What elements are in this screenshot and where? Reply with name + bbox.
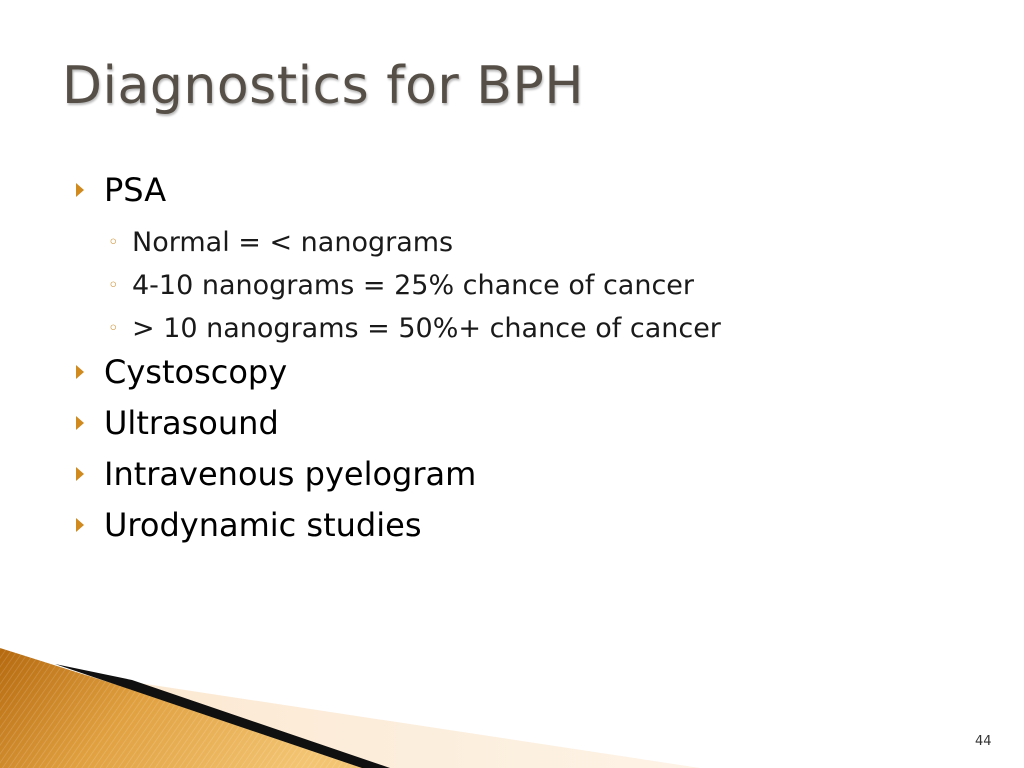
triangle-bullet-icon (76, 467, 84, 481)
ring-bullet-icon: ◦ (108, 275, 119, 296)
page-number: 44 (975, 734, 992, 749)
bullet-item (72, 170, 972, 210)
slide-title: Diagnostics for BPH (62, 56, 584, 116)
ring-bullet-icon: ◦ (108, 318, 119, 339)
bullet-item (72, 505, 972, 545)
bullet-text: Cystoscopy (104, 353, 288, 391)
sub-bullet-item (72, 221, 972, 264)
sub-bullet-text: > 10 nanograms = 50%+ chance of cancer (132, 313, 721, 344)
bullet-list (72, 170, 972, 556)
triangle-bullet-icon (76, 518, 84, 532)
bullet-text: Intravenous pyelogram (104, 455, 477, 493)
ring-bullet-icon: ◦ (108, 232, 119, 253)
bullet-item (72, 352, 972, 392)
bullet-text: PSA (104, 171, 167, 209)
sub-bullet-item (72, 307, 972, 350)
triangle-bullet-icon (76, 365, 84, 379)
bullet-item (72, 454, 972, 494)
bullet-item (72, 403, 972, 443)
sub-bullet-item (72, 264, 972, 307)
triangle-bullet-icon (76, 183, 84, 197)
decorative-corner-graphic (0, 640, 700, 768)
sub-bullet-text: Normal = < nanograms (132, 227, 454, 258)
triangle-bullet-icon (76, 416, 84, 430)
sub-bullet-list (72, 221, 972, 350)
sub-bullet-text: 4-10 nanograms = 25% chance of cancer (132, 270, 695, 301)
bullet-text: Ultrasound (104, 404, 279, 442)
bullet-text: Urodynamic studies (104, 506, 422, 544)
